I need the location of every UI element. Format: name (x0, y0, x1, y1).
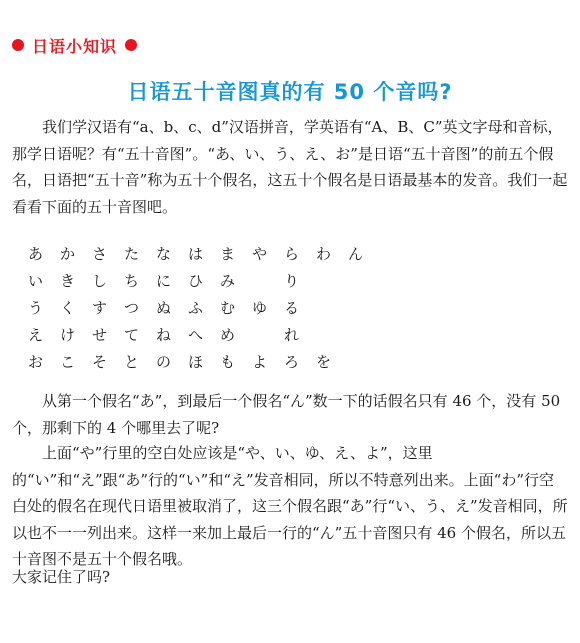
kana-cell: ろ (284, 353, 300, 371)
intro-paragraph: 我们学汉语有“a、b、c、d”汉语拼音，学英语有“A、B、C”英文字母和音标，那学日语呢？有“五十音图”。“あ、い、う、え、お”是日语“五十音图”的前五个假名，日语把“五十音”称为五十个假名，这五十个假名是日语最基本的发音。我们一起看看下面的五十音图吧。 (12, 118, 568, 216)
kana-cell: い (28, 272, 44, 290)
kana-row (28, 294, 380, 321)
kana-cell: ほ (188, 353, 204, 371)
kana-cell: さ (92, 245, 108, 263)
kana-cell: あ (28, 245, 44, 263)
kana-cell: ち (124, 272, 140, 290)
kana-cell: ひ (188, 272, 204, 290)
kana-chart (28, 240, 380, 375)
kana-cell: く (60, 299, 76, 317)
kana-cell: せ (92, 326, 108, 344)
kana-cell: す (92, 299, 108, 317)
kana-row (28, 267, 380, 294)
red-dot-icon (12, 39, 24, 51)
kana-row (28, 348, 380, 375)
kana-cell: ま (220, 245, 236, 263)
kana-cell: よ (252, 353, 268, 371)
kana-cell: ぬ (156, 299, 172, 317)
kana-cell: お (28, 353, 44, 371)
kana-cell: え (28, 326, 44, 344)
kana-cell: ん (348, 245, 364, 263)
kana-cell: み (220, 272, 236, 290)
kana-cell: な (156, 245, 172, 263)
kana-cell: そ (92, 353, 108, 371)
kana-cell: わ (316, 245, 332, 263)
red-dot-icon (125, 39, 137, 51)
kana-cell: を (316, 353, 332, 371)
article-title: 日语五十音图真的有 50 个音吗? (127, 80, 453, 104)
kana-cell: め (220, 326, 236, 344)
kana-cell: の (156, 353, 172, 371)
kana-cell: き (60, 272, 76, 290)
section-header-label: 日语小知识 (32, 36, 118, 56)
kana-cell: て (124, 326, 140, 344)
kana-cell: む (220, 299, 236, 317)
kana-cell: し (92, 272, 108, 290)
kana-row (28, 240, 380, 267)
kana-cell: り (284, 272, 300, 290)
kana-cell: も (220, 353, 236, 371)
section-header (12, 34, 137, 56)
kana-cell: か (60, 245, 76, 263)
kana-cell: へ (188, 326, 204, 344)
kana-cell: け (60, 326, 76, 344)
kana-cell: る (284, 299, 300, 317)
kana-cell: や (252, 245, 268, 263)
kana-cell: ら (284, 245, 300, 263)
kana-cell: ふ (188, 299, 204, 317)
closing-line: 大家记住了吗? (12, 568, 111, 586)
kana-cell: ね (156, 326, 172, 344)
paragraph-count: 从第一个假名“あ”，到最后一个假名“ん”数一下的话假名只有 46 个，没有 50 个，那剩下的 4 个哪里去了呢? (12, 392, 561, 437)
kana-cell: れ (284, 326, 300, 344)
kana-cell: つ (124, 299, 140, 317)
kana-cell: は (188, 245, 204, 263)
kana-cell: ゆ (252, 299, 268, 317)
kana-row (28, 321, 380, 348)
kana-cell: た (124, 245, 140, 263)
kana-cell: に (156, 272, 172, 290)
paragraph-explanation: 上面“や”行里的空白处应该是“や、い、ゆ、え、よ”，这里的“い”和“え”跟“あ”行的“い”和“え”发音相同，所以不特意列出来。上面“わ”行空白处的假名在现代日语里被取消了，这三个假名跟“あ”行“い、う、え”发音相同，所以也不一一列出来。这样一来加上最后一行的“ん”五十音图只有 46 个假名，所以五十音图不是五十个假名哦。 (12, 444, 568, 568)
kana-cell: こ (60, 353, 76, 371)
kana-cell: と (124, 353, 140, 371)
kana-cell: う (28, 299, 44, 317)
